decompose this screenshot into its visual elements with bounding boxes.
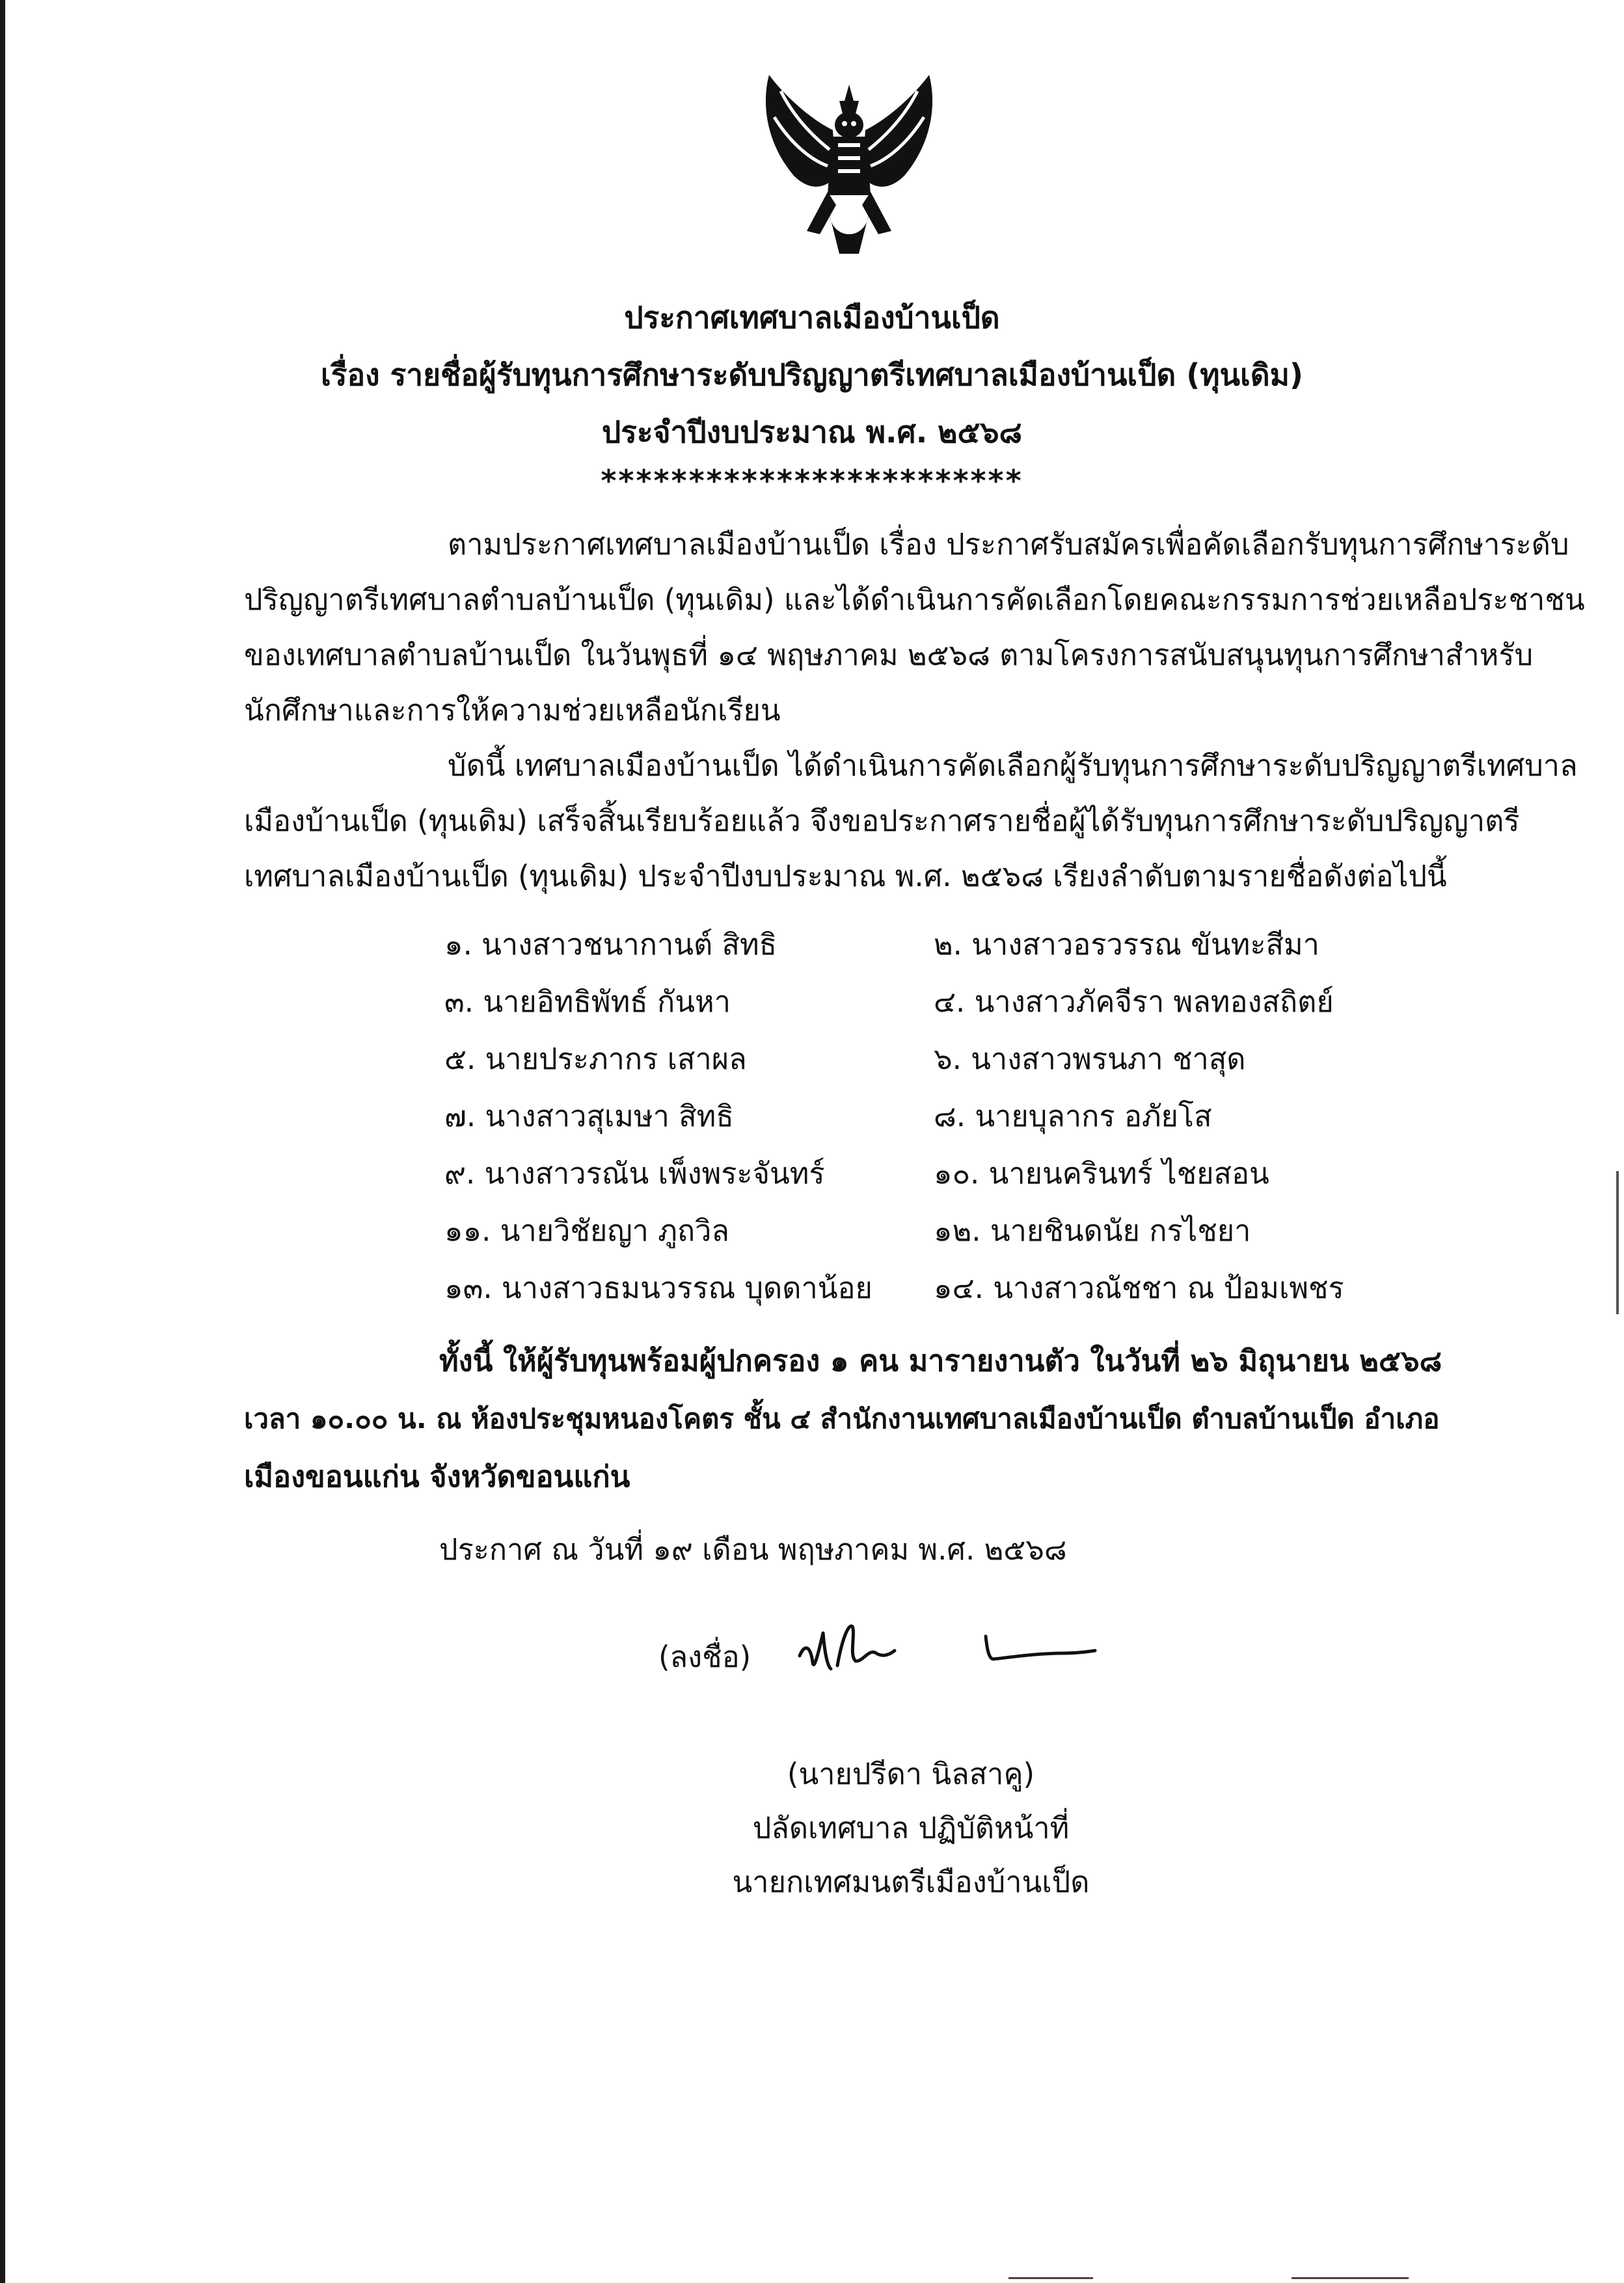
fiscal-year: ประจำปีงบประมาณ พ.ศ. ๒๕๖๘ xyxy=(601,414,1023,450)
scan-artifact xyxy=(1008,2277,1093,2279)
paragraph2-line: เมืองบ้านเป็ด (ทุนเดิม) เสร็จสิ้นเรียบร้อยแล้ว จึงขอประกาศรายชื่อผู้ได้รับทุนการศึกษาระดับปริญญาตรี xyxy=(244,804,1520,838)
garuda-emblem-icon xyxy=(755,65,943,273)
recipient-item: ๑๔. นางสาวณัชชา ณ ป้อมเพชร xyxy=(934,1271,1344,1305)
signatory-position: นายกเทศมนตรีเมืองบ้านเป็ด xyxy=(732,1865,1090,1899)
recipient-item: ๑. นางสาวชนากานต์ สิทธิ xyxy=(444,927,778,962)
scan-artifact xyxy=(1292,2277,1409,2279)
recipient-item: ๕. นายประภากร เสาผล xyxy=(444,1042,747,1076)
scan-border-left xyxy=(0,0,5,2283)
paragraph2-line: เทศบาลเมืองบ้านเป็ด (ทุนเดิม) ประจำปีงบประมาณ พ.ศ. ๒๕๖๘ เรียงลำดับตามรายชื่อดังต่อไปนี้ xyxy=(244,859,1447,893)
recipient-item: ๑๓. นางสาวธมนวรรณ บุดดาน้อย xyxy=(444,1271,873,1305)
separator: ************************ xyxy=(601,463,1023,498)
announcement-date: ประกาศ ณ วันที่ ๑๙ เดือน พฤษภาคม พ.ศ. ๒๕๖๘ xyxy=(439,1532,1067,1567)
signature-label: (ลงชื่อ) xyxy=(658,1640,751,1674)
recipient-item: ๖. นางสาวพรนภา ชาสุด xyxy=(934,1042,1246,1076)
paragraph1-line: นักศึกษาและการให้ความช่วยเหลือนักเรียน xyxy=(244,693,781,727)
announcement-title: ประกาศเทศบาลเมืองบ้านเป็ด xyxy=(624,300,1000,335)
paragraph2-line: บัดนี้ เทศบาลเมืองบ้านเป็ด ได้ดำเนินการคัดเลือกผู้รับทุนการศึกษาระดับปริญญาตรีเทศบาล xyxy=(448,748,1578,783)
signatory-name: (นายปรีดา นิลสาคู) xyxy=(787,1757,1035,1791)
recipient-item: ๑๒. นายชินดนัย กรไชยา xyxy=(934,1213,1251,1248)
recipient-item: ๔. นางสาวภัคจีรา พลทองสถิตย์ xyxy=(934,984,1334,1019)
scan-border-right xyxy=(1616,1171,1619,1314)
paragraph1-line: ตามประกาศเทศบาลเมืองบ้านเป็ด เรื่อง ประกาศรับสมัครเพื่อคัดเลือกรับทุนการศึกษาระดับ xyxy=(448,527,1569,561)
recipient-item: ๓. นายอิทธิพัทธ์ กันหา xyxy=(444,984,731,1019)
signatory-position: ปลัดเทศบาล ปฏิบัติหน้าที่ xyxy=(752,1811,1070,1845)
announcement-subject: เรื่อง รายชื่อผู้รับทุนการศึกษาระดับปริญญาตรีเทศบาลเมืองบ้านเป็ด (ทุนเดิม) xyxy=(321,357,1303,392)
recipient-item: ๙. นางสาวรณัน เพ็งพระจันทร์ xyxy=(444,1156,825,1191)
paragraph3-line: ทั้งนี้ ให้ผู้รับทุนพร้อมผู้ปกครอง ๑ คน มารายงานตัว ในวันที่ ๒๖ มิถุนายน ๒๕๖๘ xyxy=(439,1344,1442,1378)
paragraph3-line: เวลา ๑๐.๐๐ น. ณ ห้องประชุมหนองโคตร ชั้น ๔ สำนักงานเทศบาลเมืองบ้านเป็ด ตำบลบ้านเป็ด อำเภอ xyxy=(244,1403,1440,1435)
recipient-item: ๘. นายบุลากร อภัยโส xyxy=(934,1099,1212,1133)
paragraph3-line: เมืองขอนแก่น จังหวัดขอนแก่น xyxy=(244,1459,630,1494)
paragraph1-line: ของเทศบาลตำบลบ้านเป็ด ในวันพุธที่ ๑๔ พฤษภาคม ๒๕๖๘ ตามโครงการสนับสนุนทุนการศึกษาสำหรับ xyxy=(244,638,1534,672)
recipient-item: ๑๑. นายวิชัยญา ภูถวิล xyxy=(444,1213,729,1248)
recipient-item: ๒. นางสาวอรวรรณ ขันทะสีมา xyxy=(934,927,1320,962)
paragraph1-line: ปริญญาตรีเทศบาลตำบลบ้านเป็ด (ทุนเดิม) และได้ดำเนินการคัดเลือกโดยคณะกรรมการช่วยเหลือประชาชน xyxy=(244,582,1585,617)
recipient-item: ๗. นางสาวสุเมษา สิทธิ xyxy=(444,1099,734,1133)
handwritten-signature xyxy=(791,1610,1103,1682)
recipient-item: ๑๐. นายนครินทร์ ไชยสอน xyxy=(934,1156,1269,1191)
